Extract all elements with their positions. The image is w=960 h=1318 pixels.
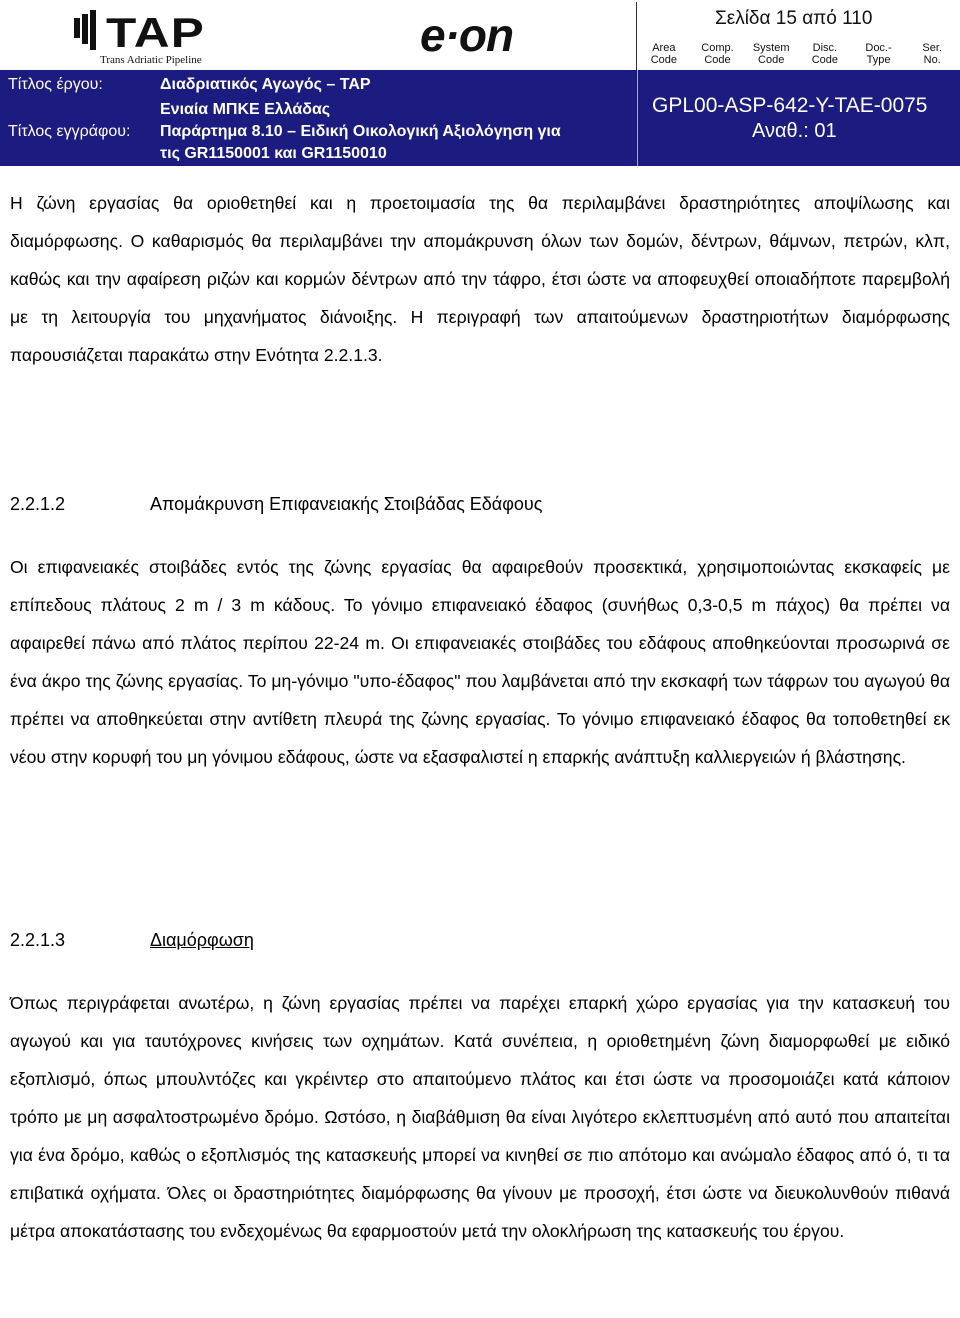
page-number: Σελίδα 15 από 110 xyxy=(715,8,873,29)
tap-logo-text: TAP xyxy=(106,9,205,56)
section-heading-topsoil xyxy=(10,492,542,516)
document-title-line2: Παράρτημα 8.10 – Ειδική Οικολογική Αξιολόγηση για xyxy=(160,123,561,140)
document-title-line3: τις GR1150001 και GR1150010 xyxy=(160,145,387,162)
paragraph-grading: Όπως περιγράφεται ανωτέρω, η ζώνη εργασίας πρέπει να παρέχει επαρκή χώρο εργασίας για την κατασκευή του αγωγού και για ταυτόχρονες κινήσεις των οχημάτων. Κατά συνέπεια, η οριοθετημένη ζώνη διαμορφωθεί με ειδικό εξοπλισμό, όπως μπουλντόζες και γκρέιντερ στο απαιτούμενο πλάτος και έτσι ώστε να προσομοιάζει κατά κάποιον τρόπο με μη ασφαλτοστρωμένο δρόμο. Ωστόσο, η διαβάθμιση θα είναι λιγότερο εκλεπτυσμένη από αυτό που απαιτείται για ένα δρόμο, καθώς ο εξοπλισμός της κατασκευής μπορεί να κινηθεί σε πιο απότομο και ανώμαλο έδαφος από ό, τι τα επιβατικά οχήματα. Όλες οι δραστηριότητες διαμόρφωσης θα γίνουν με προσοχή, έτσι ώστε να διευκολυνθούν πιθανά μέτρα αποκατάστασης του ενδεχομένως θα εφαρμοστούν μετά την ολοκλήρωση της κατασκευής του έργου. xyxy=(10,993,950,1241)
tap-logo-mark-icon xyxy=(70,8,100,52)
document-id: GPL00-ASP-642-Y-TAE-0075 xyxy=(652,94,928,117)
tap-logo-subtitle: Trans Adriatic Pipeline xyxy=(100,54,202,66)
header-logo-row xyxy=(0,0,960,72)
project-label: Τίτλος έργου: xyxy=(8,76,103,93)
paragraph-topsoil-removal: Οι επιφανειακές στοιβάδες εντός της ζώνης εργασίας θα αφαιρεθούν προσεκτικά, χρησιμοποιώντας εκσκαφείς με επίπεδους πλάτους 2 m / 3 m κάδους. Το γόνιμο επιφανειακό έδαφος (συνήθως 0,3-0,5 m πάχος) θα πρέπει να αφαιρεθεί πάνω από πλάτος περίπου 22-24 m. Οι επιφανειακές στοιβάδες του εδάφους αποθηκεύονται προσωρινά σε ένα άκρο της ζώνης εργασίας. Το μη-γόνιμο "υπο-έδαφος" που λαμβάνεται από την εκσκαφή των τάφρων του αγωγού θα πρέπει να αποθηκεύεται στην αντίθετη πλευρά της ζώνης εργασίας. Το γόνιμο επιφανειακό έδαφος θα τοποθετηθεί εκ νέου στην κορυφή του μη γόνιμου εδάφους, ώστε να εξασφαλιστεί η επαρκής ανάπτυξη καλλιεργειών ή βλάστησης. xyxy=(10,557,950,767)
code-column: Area Code xyxy=(650,42,677,66)
section-heading-grading xyxy=(10,928,254,952)
document-label: Τίτλος εγγράφου: xyxy=(8,123,131,140)
tap-logo xyxy=(70,4,270,66)
header-divider xyxy=(637,70,638,166)
revision-label: Αναθ.: 01 xyxy=(752,120,837,142)
section-title: Διαμόρφωση xyxy=(150,930,254,950)
section-number: 2.2.1.2 xyxy=(10,494,66,514)
code-column: Doc.- Type xyxy=(865,42,892,66)
project-title: Διαδριατικός Αγωγός – TAP xyxy=(160,76,371,93)
code-column: System Code xyxy=(752,42,790,66)
section-title: Απομάκρυνση Επιφανειακής Στοιβάδας Εδάφους xyxy=(150,494,543,514)
code-columns xyxy=(637,38,959,70)
page-code-box xyxy=(636,2,959,70)
paragraph-site-preparation: Η ζώνη εργασίας θα οριοθετηθεί και η προετοιμασία της θα περιλαμβάνει δραστηριότητες αποψίλωσης και διαμόρφωσης. Ο καθαρισμός θα περιλαμβάνει την απομάκρυνση όλων των δομών, δέντρων, θάμνων, πετρών, κλπ, καθώς και την αφαίρεση ριζών και κορμών δέντρων από την τάφρο, έτσι ώστε να αποφευχθεί οποιαδήποτε παρεμβολή με τη λειτουργία του μηχανήματος διάνοιξης. Η περιγραφή των απαιτούμενων δραστηριοτήτων διαμόρφωσης παρουσιάζεται παρακάτω στην Ενότητα 2.2.1.3. xyxy=(10,193,950,365)
code-column: Comp. Code xyxy=(701,42,734,66)
document-header xyxy=(0,0,960,166)
header-title-band xyxy=(0,70,960,166)
code-column: Ser. No. xyxy=(922,42,942,66)
section-number: 2.2.1.3 xyxy=(10,930,66,950)
eon-logo: e·on xyxy=(420,9,514,61)
document-title-line1: Ενιαία ΜΠΚΕ Ελλάδας xyxy=(160,101,331,118)
code-column: Disc. Code xyxy=(811,42,838,66)
